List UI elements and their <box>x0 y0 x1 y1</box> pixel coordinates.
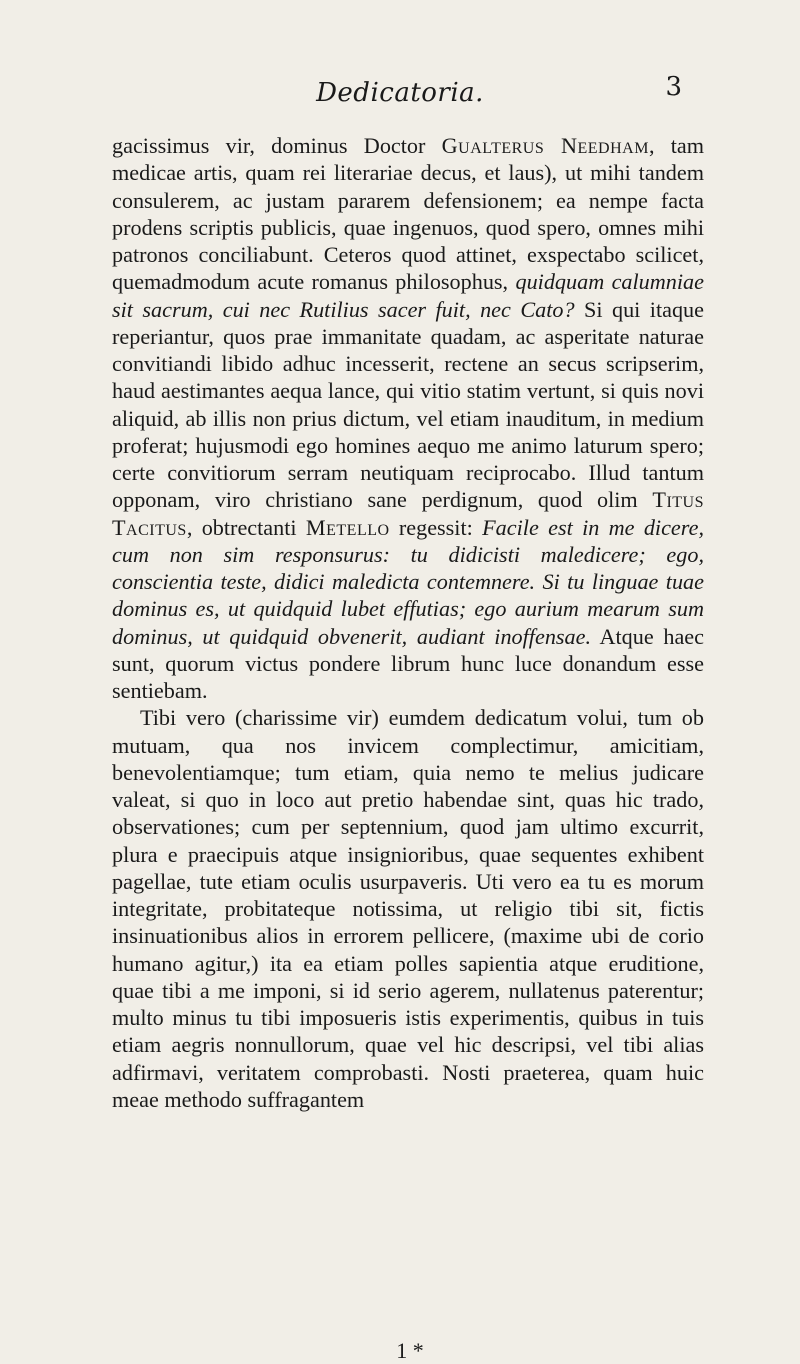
running-head <box>0 72 800 118</box>
text-run: Gualterus Needham <box>441 133 649 158</box>
text-run: , tam medicae artis, quam rei literariae decus, et laus), ut mihi tandem consulerem, ac justam pararem defensionem; ea nempe facta prodens scriptis publicis, quae ingenuos, quod spero, omnes mihi patronos conciliabunt. Ceteros quod attinet, exspectabo scilicet, quemadmodum acute romanus philosophus, <box>112 133 704 295</box>
text-run: gacissimus vir, dominus Doctor <box>112 133 442 158</box>
text-run: Metello <box>305 514 390 540</box>
text-run: Tibi vero (charissime vir) eumdem dedicatum volui, tum ob mutuam, qua nos invicem complectimur, amicitiam, benevolentiamque; tum etiam, quia nemo te melius judicare valeat, si quo in loco aut pretio habendae sint, quas hic trado, observationes; cum per septennium, quod jam ultimo excurrit, plura e praecipuis atque insignioribus, quae sequentes exhibent pagellae, tute etiam oculis usurpaveris. Uti vero ea tu es morum integritate, probitateque notissima, ut religio tibi sit, fictis insinuationibus alios in errorem pellicere, (maxime ubi de corio humano agitur,) ita ea etiam polles sapientia atque eruditione, quae tibi a me imponi, si id serio agerem, nullatenus paterentur; multo minus tu tibi imposueris istis experimentis, quibus in tuis etiam aegris nonnullorum, quae vel hic descripsi, vel tibi alias adfirmavi, veritatem comprobasti. Nosti praeterea, quam huic meae methodo suffragantem <box>112 705 704 1112</box>
paragraph-2 <box>112 704 704 1113</box>
running-title: Dedicatoria. <box>316 78 484 108</box>
page-number: 3 <box>665 72 682 102</box>
text-run: Atque haec sunt, quorum victus pondere librum hunc luce donandum esse sentiebam. <box>112 623 704 703</box>
text-run: regessit: <box>389 514 483 540</box>
text-run: Facile est in me dicere, cum non sim responsurus: tu didicisti maledicere; ego, conscientia teste, didici maledicta contemnere. Si tu linguae tuae dominus es, ut quidquid lubet effutias; ego aurium mearum sum dominus, ut quidquid obvenerit, audiant inoffensae. <box>112 514 704 649</box>
text-run: quidquam calumniae sit sacrum, cui nec Rutilius sacer fuit, nec Cato? <box>112 269 704 322</box>
signature-mark: 1 * <box>396 1338 424 1363</box>
text-run: Titus Tacitus <box>112 487 704 540</box>
paragraph-1 <box>112 132 704 704</box>
text-run: , obtrectanti <box>186 514 306 540</box>
text-run: Si qui itaque reperiantur, quos prae immanitate quadam, ac asperitate naturae convitiandi libido adhuc incesserit, rectene an secus scripserim, haud aestimantes aequa lance, qui vitio statim vertunt, si quis novi aliquid, ab illis non prius dictum, vel etiam inauditum, in medium proferat; hujusmodi ego homines aequo me animo laturum spero; certe convitiorum serram neutiquam reciprocabo. Illud tantum opponam, viro christiano sane perdignum, quod olim <box>112 296 704 513</box>
body-text <box>112 132 704 1113</box>
